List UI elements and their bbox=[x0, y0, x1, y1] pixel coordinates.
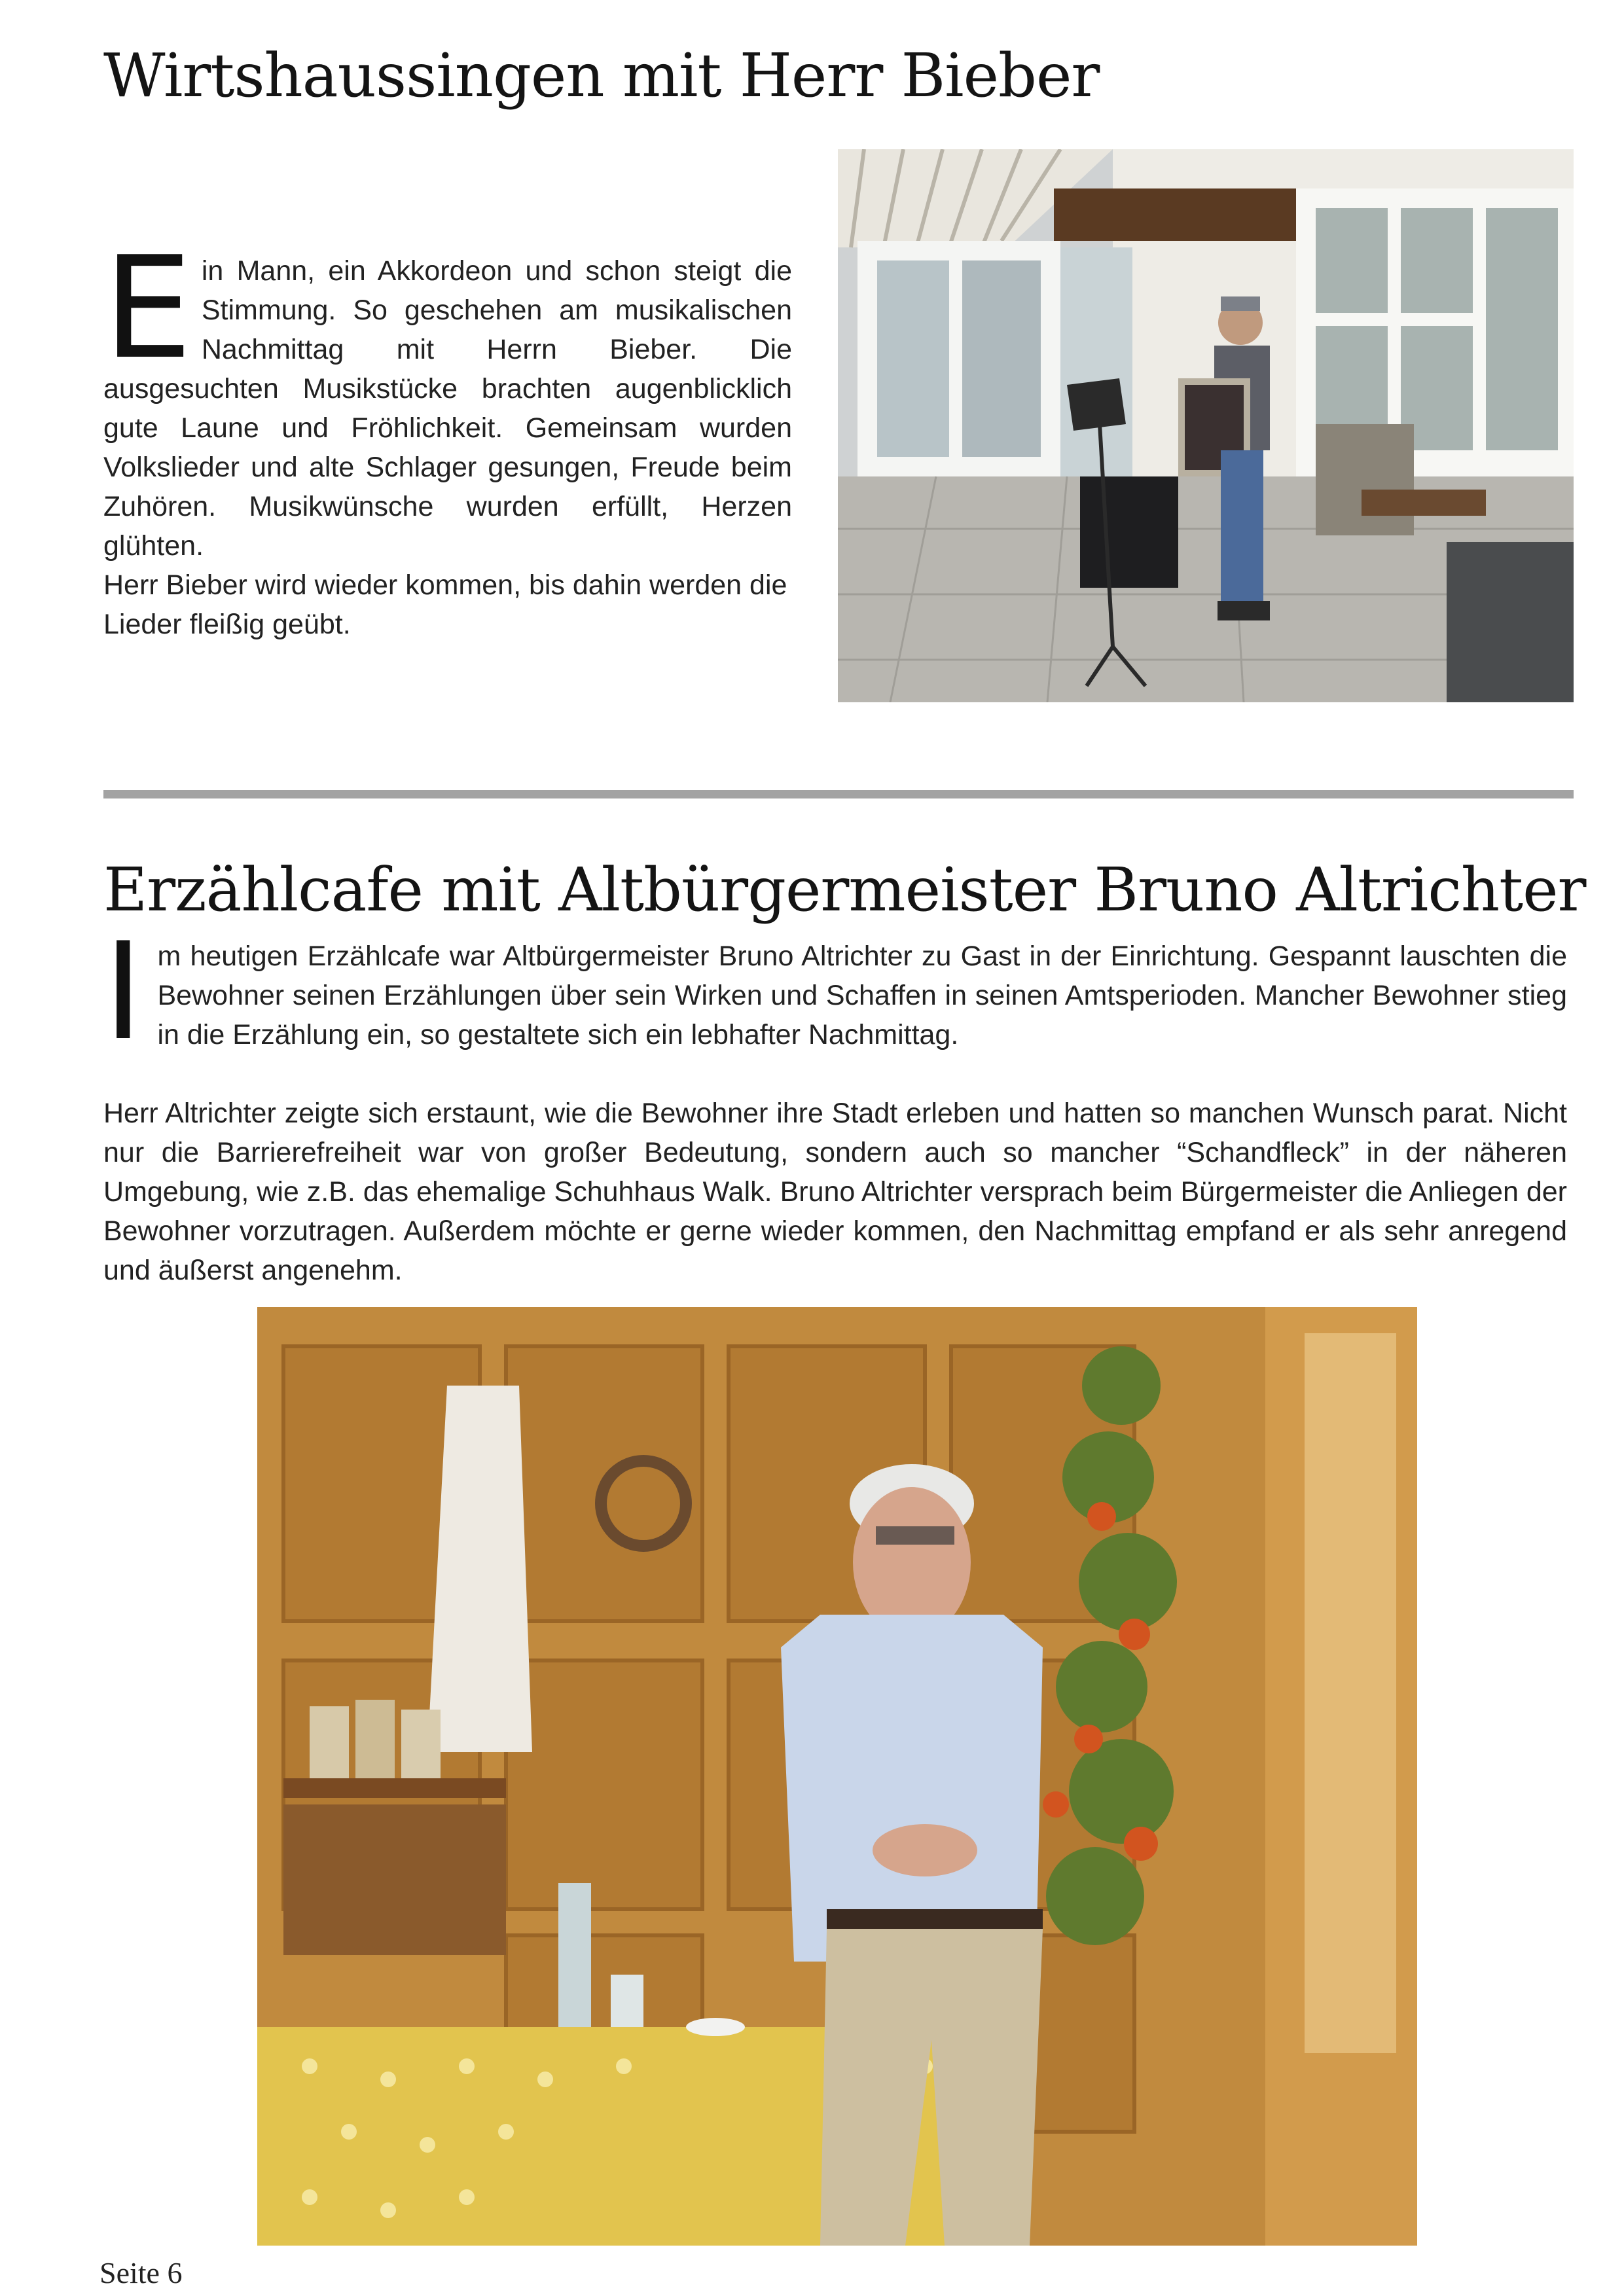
page-number: Seite 6 bbox=[99, 2256, 183, 2289]
section1-title: Wirtshaussingen mit Herr Bieber bbox=[103, 41, 1100, 111]
section2-paragraph-2: Herr Altrichter zeigte sich erstaunt, wie die Bewohner ihre Stadt erleben und hatten so manchen Wunsch parat. Nicht nur die Barrierefreiheit war von großer Bedeutung, sondern auch so mancher “Schandfleck” in der näheren Umgebung, wie z.B. das ehemalige Schuhhaus Walk. Bruno Altrichter versprach beim Bürgermeister die Anliegen der Bewohner vorzutragen. Außerdem möchte er gerne wieder kommen, den Nachmittag empfand er als sehr anregend und äußerst angenehm. bbox=[103, 1098, 1567, 1286]
section1-paragraph: in Mann, ein Akkordeon und schon steigt die Stimmung. So geschehen am musikalischen Nachmittag mit Herrn Bieber. Die ausgesuchten Musikstücke brachten augenblicklich gute Laune und Fröhlichkeit. Gemeinsam wurden Volkslieder und alte Schlager gesungen, Freude beim Zuhören. Musikwünsche wurden erfüllt, Herzen glühten. bbox=[103, 255, 792, 562]
section-divider bbox=[103, 790, 1574, 798]
section2-title: Erzählcafe mit Altbürgermeister Bruno Altrichter bbox=[103, 855, 1586, 925]
section1-paragraph-closing: Herr Bieber wird wieder kommen, bis dahin werden die Lieder fleißig geübt. bbox=[103, 569, 787, 640]
section2-dropcap: I bbox=[103, 914, 143, 1070]
section1-dropcap: E bbox=[103, 226, 192, 390]
section2-text bbox=[103, 914, 1567, 1290]
section1-text bbox=[103, 226, 792, 644]
speaker-photo bbox=[257, 1307, 1417, 2246]
section2-paragraph-1: m heutigen Erzählcafe war Altbürgermeister Bruno Altrichter zu Gast in der Einrichtung. Gespannt lauschten die Bewohner seinen Erzählungen über sein Wirken und Schaffen in seinen Amtsperioden. Mancher Bewohner stieg in die Erzählung ein, so gestaltete sich ein lebhafter Nachmittag. bbox=[157, 941, 1567, 1050]
accordion-player-photo bbox=[838, 149, 1574, 702]
